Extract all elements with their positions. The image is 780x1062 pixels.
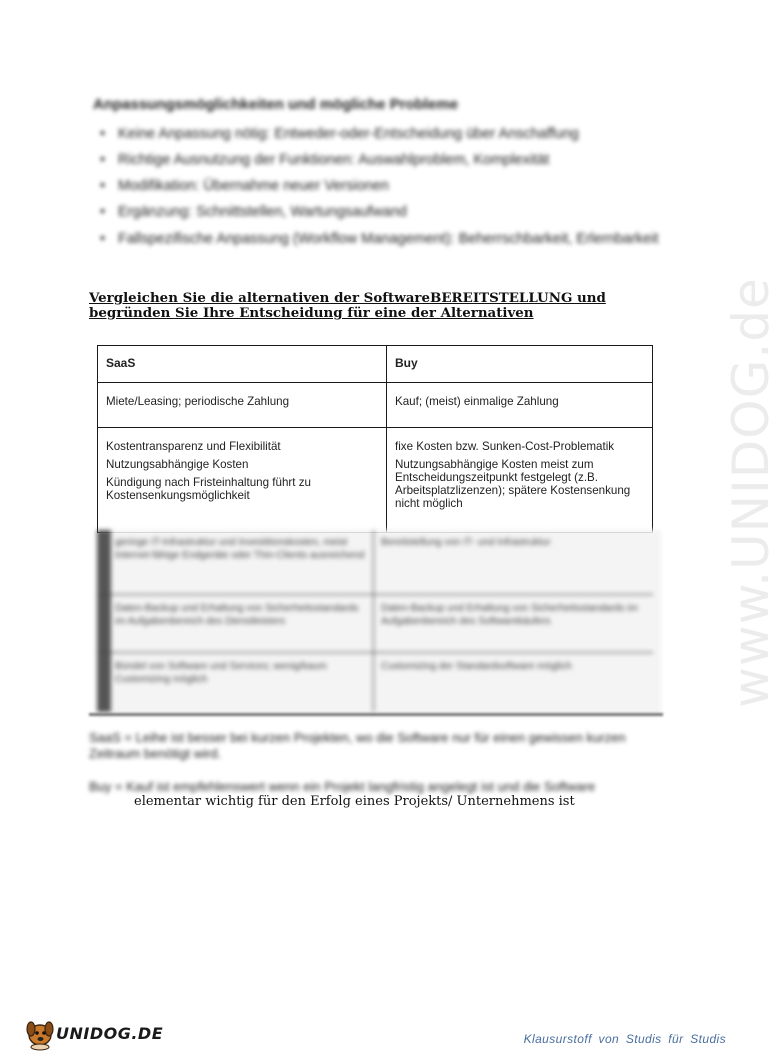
footer-tagline: Klausurstoff von Studis für Studis	[523, 1032, 726, 1046]
section-heading: Anpassungsmöglichkeiten und mögliche Probleme	[93, 96, 459, 113]
table-row-line	[97, 594, 653, 595]
table-cell: Bereitstellung von IT- und Infrastruktur	[381, 537, 551, 548]
cell-line: Kündigung nach Fristeinhaltung führt zu Kostensenkungsmöglichkeit	[106, 476, 311, 502]
table-cell: Kauf; (meist) einmalige Zahlung	[387, 383, 653, 428]
table-cell: geringe IT-Infrastruktur und Investitionskosten, meist Internet-fähige Endgeräte oder Thin-Clients ausreichend	[115, 537, 365, 561]
table-header-saas: SaaS	[98, 346, 387, 383]
table-cell: Daten-Backup und Erhaltung von Sicherheitsstandards im Aufgabenbereich des Dienstleisters	[115, 603, 359, 627]
table-bottom-border	[89, 713, 663, 716]
table-edge	[97, 530, 111, 712]
cell-line: Nutzungsabhängige Kosten	[106, 458, 249, 471]
table-cell: Bündel von Software und Services; wenig/kaum Customizing möglich	[115, 661, 327, 685]
table-cell: Miete/Leasing; periodische Zahlung	[98, 383, 387, 428]
comparison-table	[97, 345, 653, 533]
table-divider	[373, 530, 374, 712]
table-cell: Daten-Backup und Erhaltung von Sicherheitsstandards im Aufgabenbereich des Softwarekäufers	[381, 603, 638, 627]
list-item: • Ergänzung: Schnittstellen, Wartungsaufwand	[100, 199, 660, 225]
cell-line: Kostentransparenz und Flexibilität	[106, 440, 281, 453]
list-item: • Keine Anpassung nötig: Entweder-oder-Entscheidung über Anschaffung	[100, 121, 660, 147]
answer-buy-clear: elementar wichtig für den Erfolg eines Projekts/ Unternehmens ist	[134, 794, 575, 809]
table-cell	[387, 428, 653, 533]
cell-line: Nutzungsabhängige Kosten meist zum Entscheidungszeitpunkt festgelegt (z.B. Arbeitsplatzlizenzen); spätere Kostensenkung nicht möglich	[395, 458, 631, 510]
exam-question: Vergleichen Sie die alternativen der SoftwareBEREITSTELLUNG und begründen Sie Ihre Entscheidung für eine der Alternativen	[89, 290, 606, 321]
bullet-list	[100, 121, 660, 249]
answer-buy: Buy = Kauf ist empfehlenswert wenn ein Projekt langfristig angelegt ist und die Software	[89, 779, 596, 794]
blurred-table-rows	[97, 530, 661, 716]
watermark: www.UNIDOG.de	[722, 277, 780, 708]
table-cell: Customizing der Standardsoftware möglich	[381, 661, 572, 672]
table-row-line	[97, 652, 653, 653]
table-header-buy: Buy	[387, 346, 653, 383]
answer-saas: SaaS = Leihe ist besser bei kurzen Projekten, wo die Software nur für einen gewissen kurzen Zeitraum benötigt wird.	[89, 730, 626, 761]
list-item: • Modifikation: Übernahme neuer Versionen	[100, 173, 660, 199]
logo-text: UNIDOG.DE	[56, 1024, 164, 1043]
list-item: • Richtige Ausnutzung der Funktionen: Auswahlproblem, Komplexität	[100, 147, 660, 173]
cell-line: fixe Kosten bzw. Sunken-Cost-Problematik	[395, 440, 615, 453]
table-cell	[98, 428, 387, 533]
list-item: • Fallspezifische Anpassung (Workflow Management): Beherrschbarkeit, Erlernbarkeit	[100, 229, 660, 249]
